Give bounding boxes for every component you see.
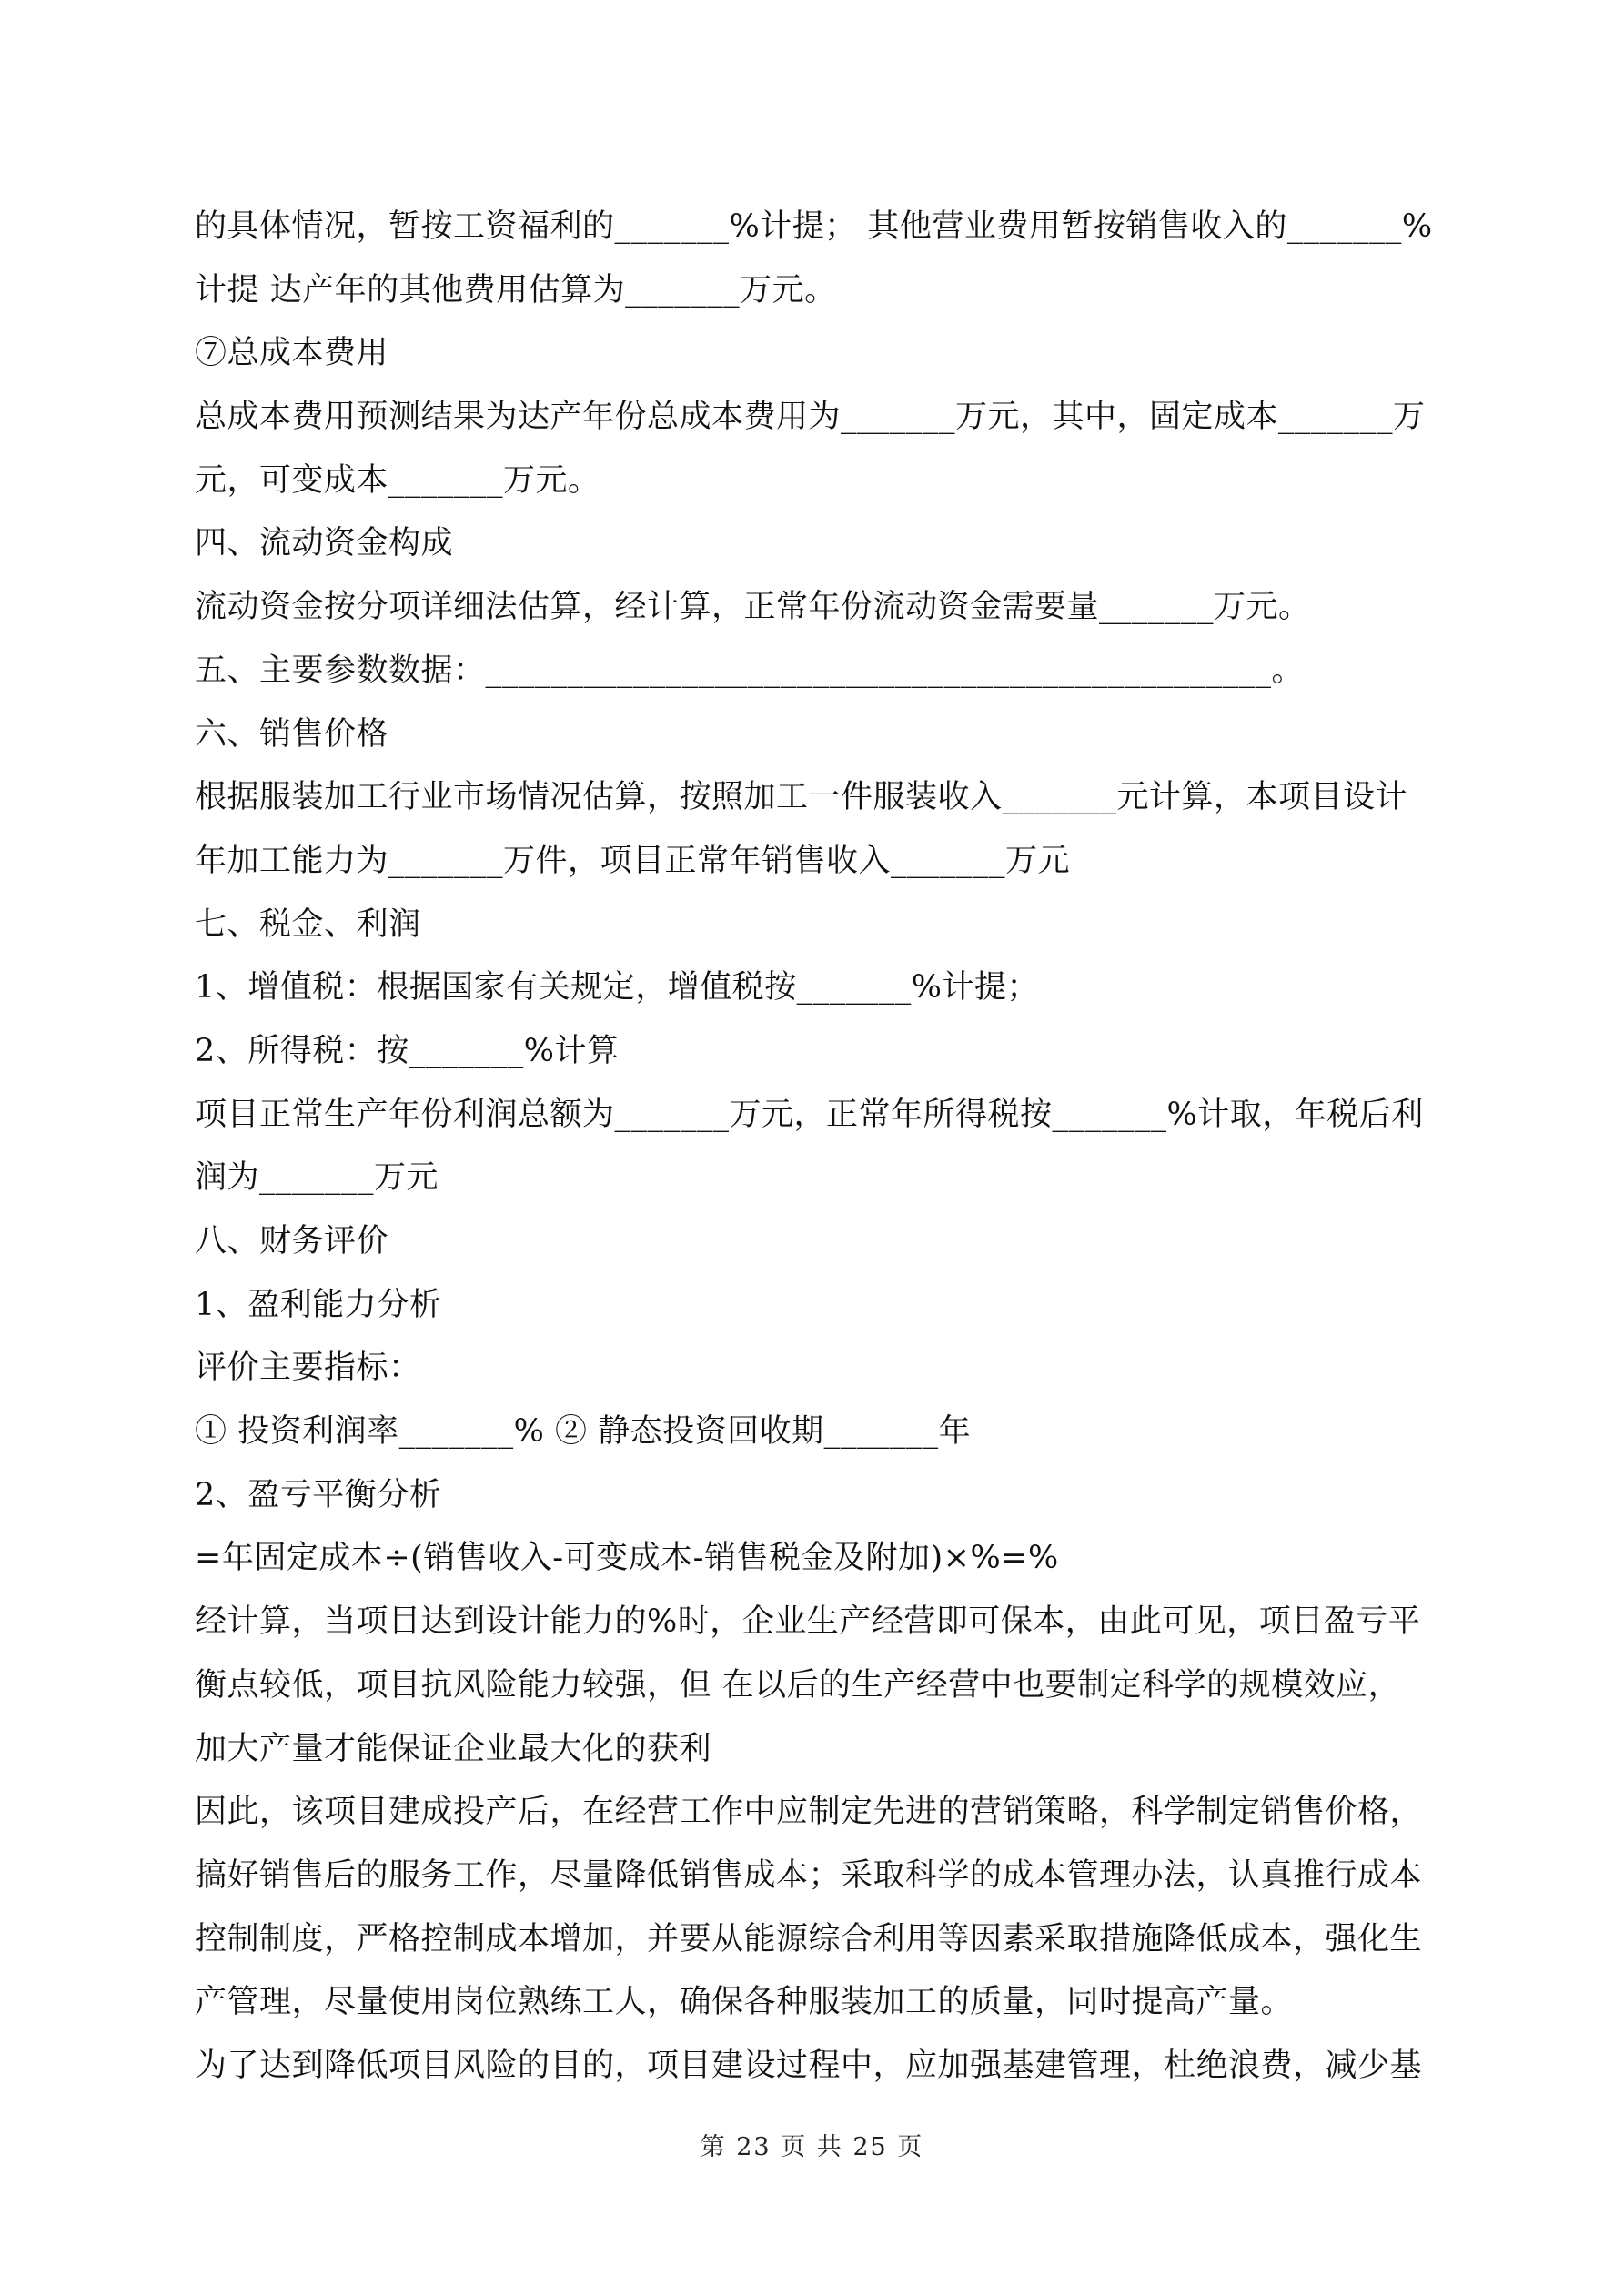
text-line: 加大产量才能保证企业最大化的获利: [195, 1730, 712, 1767]
text-line: 总成本费用预测结果为达产年份总成本费用为_______万元，其中，固定成本_______万: [195, 399, 1426, 436]
text-line: 润为_______万元: [195, 1159, 439, 1197]
text-line: 衡点较低，项目抗风险能力较强，但 在以后的生产经营中也要制定科学的规模效应，: [195, 1666, 1401, 1704]
section-heading: ⑦总成本费用: [195, 335, 389, 372]
text-line: 控制制度，严格控制成本增加，并要从能源综合利用等因素采取措施降低成本，强化生: [195, 1920, 1423, 1957]
page-number-footer: 第 23 页 共 25 页: [700, 2133, 924, 2161]
text-line: 的具体情况，暂按工资福利的_______%计提； 其他营业费用暂按销售收入的_______%: [195, 208, 1433, 245]
text-line: 计提 达产年的其他费用估算为_______万元。: [195, 271, 837, 308]
text-line: 1、增值税：根据国家有关规定，增值税按_______%计提；: [195, 969, 1040, 1006]
text-line: 项目正常生产年份利润总额为_______万元，正常年所得税按_______%计取，年税后利: [195, 1096, 1424, 1133]
section-heading: 八、财务评价: [195, 1223, 389, 1259]
section-heading: 六、销售价格: [195, 715, 389, 753]
text-line: 根据服装加工行业市场情况估算，按照加工一件服装收入_______元计算，本项目设计: [195, 779, 1408, 816]
subsection-heading: 2、盈亏平衡分析: [195, 1476, 442, 1513]
text-line: 2、所得税：按_______%计算: [195, 1032, 620, 1069]
text-line: 流动资金按分项详细法估算，经计算，正常年份流动资金需要量_______万元。: [195, 589, 1311, 626]
subsection-heading: 1、盈利能力分析: [195, 1286, 442, 1323]
formula-line: =年固定成本÷(销售收入-可变成本-销售税金及附加)×%=%: [195, 1540, 1059, 1577]
text-line: 产管理，尽量使用岗位熟练工人，确保各种服装加工的质量，同时提高产量。: [195, 1984, 1294, 2021]
section-heading: 七、税金、利润: [195, 905, 421, 943]
text-line: 元，可变成本_______万元。: [195, 461, 600, 499]
section-heading: 五、主要参数数据：________________________________________________。: [195, 652, 1305, 689]
text-line: 经计算，当项目达到设计能力的%时，企业生产经营即可保本，由此可见，项目盈亏平: [195, 1603, 1421, 1641]
text-line: 为了达到降低项目风险的目的，项目建设过程中，应加强基建管理，杜绝浪费，减少基: [195, 2047, 1423, 2084]
text-line: ① 投资利润率_______% ② 静态投资回收期_______年: [195, 1413, 972, 1451]
text-line: 年加工能力为_______万件，项目正常年销售收入_______万元: [195, 842, 1071, 879]
section-heading: 四、流动资金构成: [195, 525, 454, 562]
text-line: 搞好销售后的服务工作，尽量降低销售成本；采取科学的成本管理办法，认真推行成本: [195, 1856, 1423, 1894]
text-line: 评价主要指标：: [195, 1350, 421, 1387]
text-line: 因此，该项目建成投产后，在经营工作中应制定先进的营销策略，科学制定销售价格，: [195, 1794, 1423, 1831]
document-body: [195, 196, 1441, 2099]
